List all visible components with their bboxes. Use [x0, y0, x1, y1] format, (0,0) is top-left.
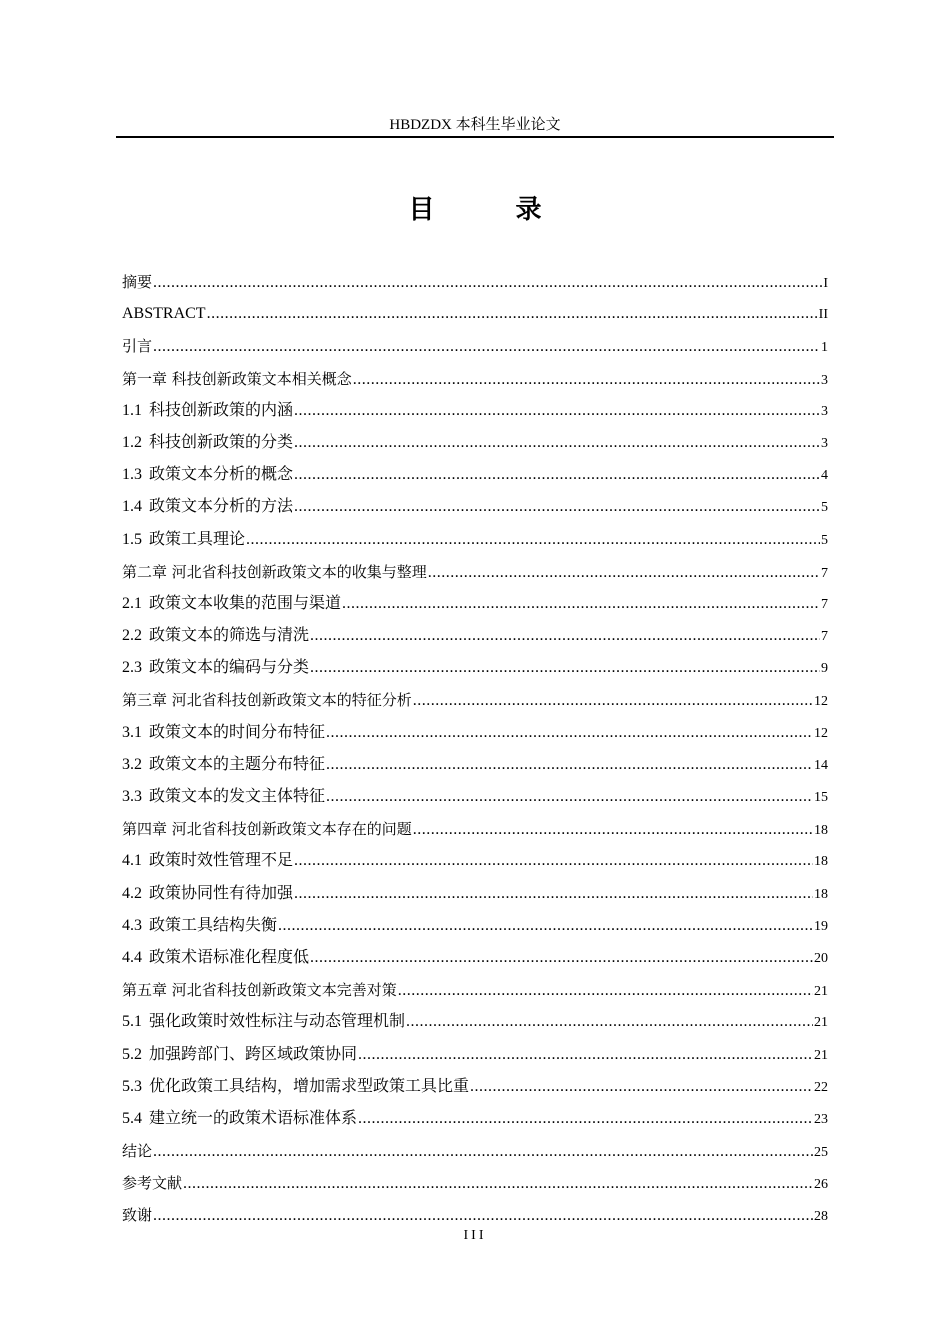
toc-dot-leader: [326, 717, 813, 749]
toc-entry-label: 引言: [122, 337, 153, 356]
toc-entry-number: 3.2: [122, 755, 142, 773]
toc-entry-number: 4.3: [122, 916, 142, 934]
toc-dot-leader: [278, 910, 813, 942]
toc-entry-page: 7: [821, 629, 828, 645]
toc-entry-number: 2.3: [122, 659, 142, 677]
toc-entry-label: 加强跨部门、跨区域政策协同: [149, 1045, 358, 1063]
toc-entry[interactable]: [122, 717, 828, 749]
toc-entry[interactable]: [122, 781, 828, 813]
toc-entry[interactable]: [122, 974, 828, 1006]
toc-entry-number: 5.2: [122, 1045, 142, 1063]
toc-entry[interactable]: [122, 684, 828, 716]
toc-dot-leader: [470, 1071, 813, 1103]
toc-entry[interactable]: [122, 266, 828, 298]
toc-dot-leader: [153, 267, 822, 299]
toc-entry-page: 9: [821, 661, 828, 677]
toc-entry-page: 23: [814, 1111, 828, 1127]
toc-dot-leader: [294, 491, 820, 523]
toc-dot-leader: [294, 845, 813, 877]
toc-entry-label: 政策文本收集的范围与渠道: [149, 594, 342, 612]
toc-dot-leader: [294, 395, 820, 427]
toc-entry-number: 4.2: [122, 884, 142, 902]
toc-dot-leader: [310, 652, 820, 684]
toc-entry[interactable]: [122, 556, 828, 588]
toc-entry-number: 2.2: [122, 627, 142, 645]
toc-entry-page: 18: [814, 823, 828, 839]
toc-entry-page: 15: [814, 790, 828, 805]
toc-entry-label: 政策时效性管理不足: [149, 852, 294, 870]
toc-entry-label: 第五章 河北省科技创新政策文本完善对策: [122, 981, 397, 1000]
toc-entry-label: 政策协同性有待加强: [149, 884, 294, 902]
toc-entry-label: 科技创新政策的内涵: [149, 401, 294, 419]
toc-entry-number: 3.1: [122, 723, 142, 741]
toc-dot-leader: [358, 1103, 813, 1135]
toc-dot-leader: [413, 685, 813, 717]
toc-dot-leader: [153, 1136, 813, 1168]
toc-entry-page: 12: [814, 725, 828, 741]
toc-entry[interactable]: [122, 524, 828, 556]
toc-entry-number: 1.3: [122, 466, 142, 484]
toc-entry-number: 2.1: [122, 594, 142, 612]
toc-entry-number: 1.2: [122, 433, 142, 451]
toc-entry-label: 强化政策时效性标注与动态管理机制: [149, 1013, 406, 1031]
toc-entry-label: 政策文本的发文主体特征: [149, 788, 326, 805]
toc-dot-leader: [207, 298, 818, 330]
toc-dot-leader: [353, 364, 820, 396]
toc-entry-page: 20: [814, 950, 828, 966]
toc-entry-page: 7: [821, 565, 828, 581]
toc-entry-page: 21: [814, 1015, 828, 1031]
toc-entry-page: 19: [814, 918, 828, 934]
toc-entry-label: 政策工具结构失衡: [149, 916, 278, 934]
toc-entry-label: 政策文本的筛选与清洗: [149, 627, 310, 645]
toc-entry[interactable]: [122, 298, 828, 330]
toc-entry-label: 科技创新政策的分类: [149, 433, 294, 451]
toc-entry-label: 第四章 河北省科技创新政策文本存在的问题: [122, 820, 412, 839]
toc-entry-page: 21: [814, 1047, 828, 1063]
toc-entry-page: 3: [821, 435, 828, 451]
toc-entry[interactable]: [122, 427, 828, 459]
toc-entry-label: 摘要: [122, 273, 153, 291]
toc-entry-number: 1.5: [122, 530, 142, 548]
toc-entry[interactable]: [122, 1006, 828, 1038]
toc-dot-leader: [310, 942, 813, 974]
table-of-contents: [122, 266, 828, 1232]
toc-entry-page: I: [823, 276, 828, 291]
toc-entry[interactable]: [122, 330, 828, 362]
toc-entry-page: 14: [814, 757, 828, 773]
toc-entry-label: 政策文本的时间分布特征: [149, 723, 326, 741]
toc-dot-leader: [398, 975, 813, 1007]
toc-dot-leader: [294, 459, 820, 491]
toc-entry[interactable]: [122, 878, 828, 910]
toc-entry-label: 致谢: [122, 1206, 153, 1225]
toc-entry[interactable]: [122, 459, 828, 491]
toc-entry-number: 4.1: [122, 852, 142, 870]
header-rule: [116, 136, 834, 138]
toc-entry-label: 第三章 河北省科技创新政策文本的特征分析: [122, 691, 412, 710]
toc-entry-page: 3: [821, 403, 828, 419]
toc-entry[interactable]: [122, 813, 828, 845]
toc-entry[interactable]: [122, 363, 828, 395]
toc-dot-leader: [246, 524, 820, 556]
toc-entry-label: 政策文本的编码与分类: [149, 659, 310, 677]
toc-entry-label: 优化政策工具结构，增加需求型政策工具比重: [149, 1077, 470, 1095]
toc-entry-page: 5: [821, 500, 828, 516]
toc-dot-leader: [294, 427, 820, 459]
toc-entry-label: 结论: [122, 1142, 153, 1161]
toc-entry-page: 1: [821, 340, 828, 356]
toc-entry-page: 25: [814, 1145, 828, 1161]
toc-entry-number: 1.4: [122, 498, 142, 516]
toc-dot-leader: [413, 814, 813, 846]
toc-entry-page: 7: [821, 596, 828, 612]
toc-entry-label: 参考文献: [122, 1174, 183, 1193]
toc-entry-label: 第二章 河北省科技创新政策文本的收集与整理: [122, 562, 427, 581]
toc-dot-leader: [342, 588, 820, 620]
toc-entry-page: 28: [814, 1209, 828, 1225]
page-number: III: [463, 1228, 487, 1243]
toc-entry[interactable]: [122, 845, 828, 877]
toc-entry-label: 政策术语标准化程度低: [149, 948, 310, 966]
toc-dot-leader: [428, 557, 820, 589]
toc-entry-page: 4: [821, 468, 828, 484]
toc-entry[interactable]: [122, 749, 828, 781]
toc-dot-leader: [358, 1039, 813, 1071]
toc-entry-page: 3: [821, 372, 828, 388]
toc-entry-page: 26: [814, 1177, 828, 1193]
toc-entry-number: 5.1: [122, 1013, 142, 1031]
toc-entry[interactable]: [122, 1071, 828, 1103]
toc-dot-leader: [183, 1168, 813, 1200]
toc-entry-page: 12: [814, 694, 828, 710]
toc-entry[interactable]: [122, 1103, 828, 1135]
toc-entry[interactable]: [122, 1039, 828, 1071]
toc-entry-number: 5.3: [122, 1077, 142, 1095]
page-title: 目 录: [408, 195, 578, 225]
toc-entry[interactable]: [122, 910, 828, 942]
toc-entry-page: 22: [814, 1079, 828, 1095]
toc-dot-leader: [310, 620, 820, 652]
toc-entry-label: 第一章 科技创新政策文本相关概念: [122, 369, 352, 388]
toc-entry-number: 1.1: [122, 401, 142, 419]
toc-dot-leader: [326, 781, 813, 813]
toc-entry-page: II: [818, 307, 828, 323]
toc-entry-page: 5: [821, 532, 828, 548]
toc-dot-leader: [153, 331, 820, 363]
toc-entry-label: ABSTRACT: [122, 305, 206, 323]
toc-entry-label: 政策工具理论: [149, 530, 246, 548]
toc-entry[interactable]: [122, 652, 828, 684]
toc-entry[interactable]: [122, 1135, 828, 1167]
toc-entry-number: 4.4: [122, 948, 142, 966]
toc-entry[interactable]: [122, 620, 828, 652]
toc-entry-number: 5.4: [122, 1109, 142, 1127]
toc-entry[interactable]: [122, 588, 828, 620]
toc-dot-leader: [326, 749, 813, 781]
running-header: HBDZDX 本科生毕业论文: [389, 117, 561, 133]
toc-entry-page: 18: [814, 886, 828, 902]
toc-dot-leader: [294, 878, 813, 910]
toc-entry-label: 政策文本的主题分布特征: [149, 755, 326, 773]
toc-entry-label: 政策文本分析的概念: [149, 466, 294, 484]
toc-entry[interactable]: [122, 395, 828, 427]
toc-entry[interactable]: [122, 491, 828, 523]
toc-entry[interactable]: [122, 1167, 828, 1199]
toc-dot-leader: [406, 1006, 813, 1038]
toc-entry-page: 21: [814, 984, 828, 1000]
toc-entry-number: 3.3: [122, 788, 142, 805]
toc-entry-page: 18: [814, 854, 828, 870]
toc-entry-label: 建立统一的政策术语标准体系: [149, 1109, 358, 1127]
toc-entry-label: 政策文本分析的方法: [149, 498, 294, 516]
toc-entry[interactable]: [122, 942, 828, 974]
